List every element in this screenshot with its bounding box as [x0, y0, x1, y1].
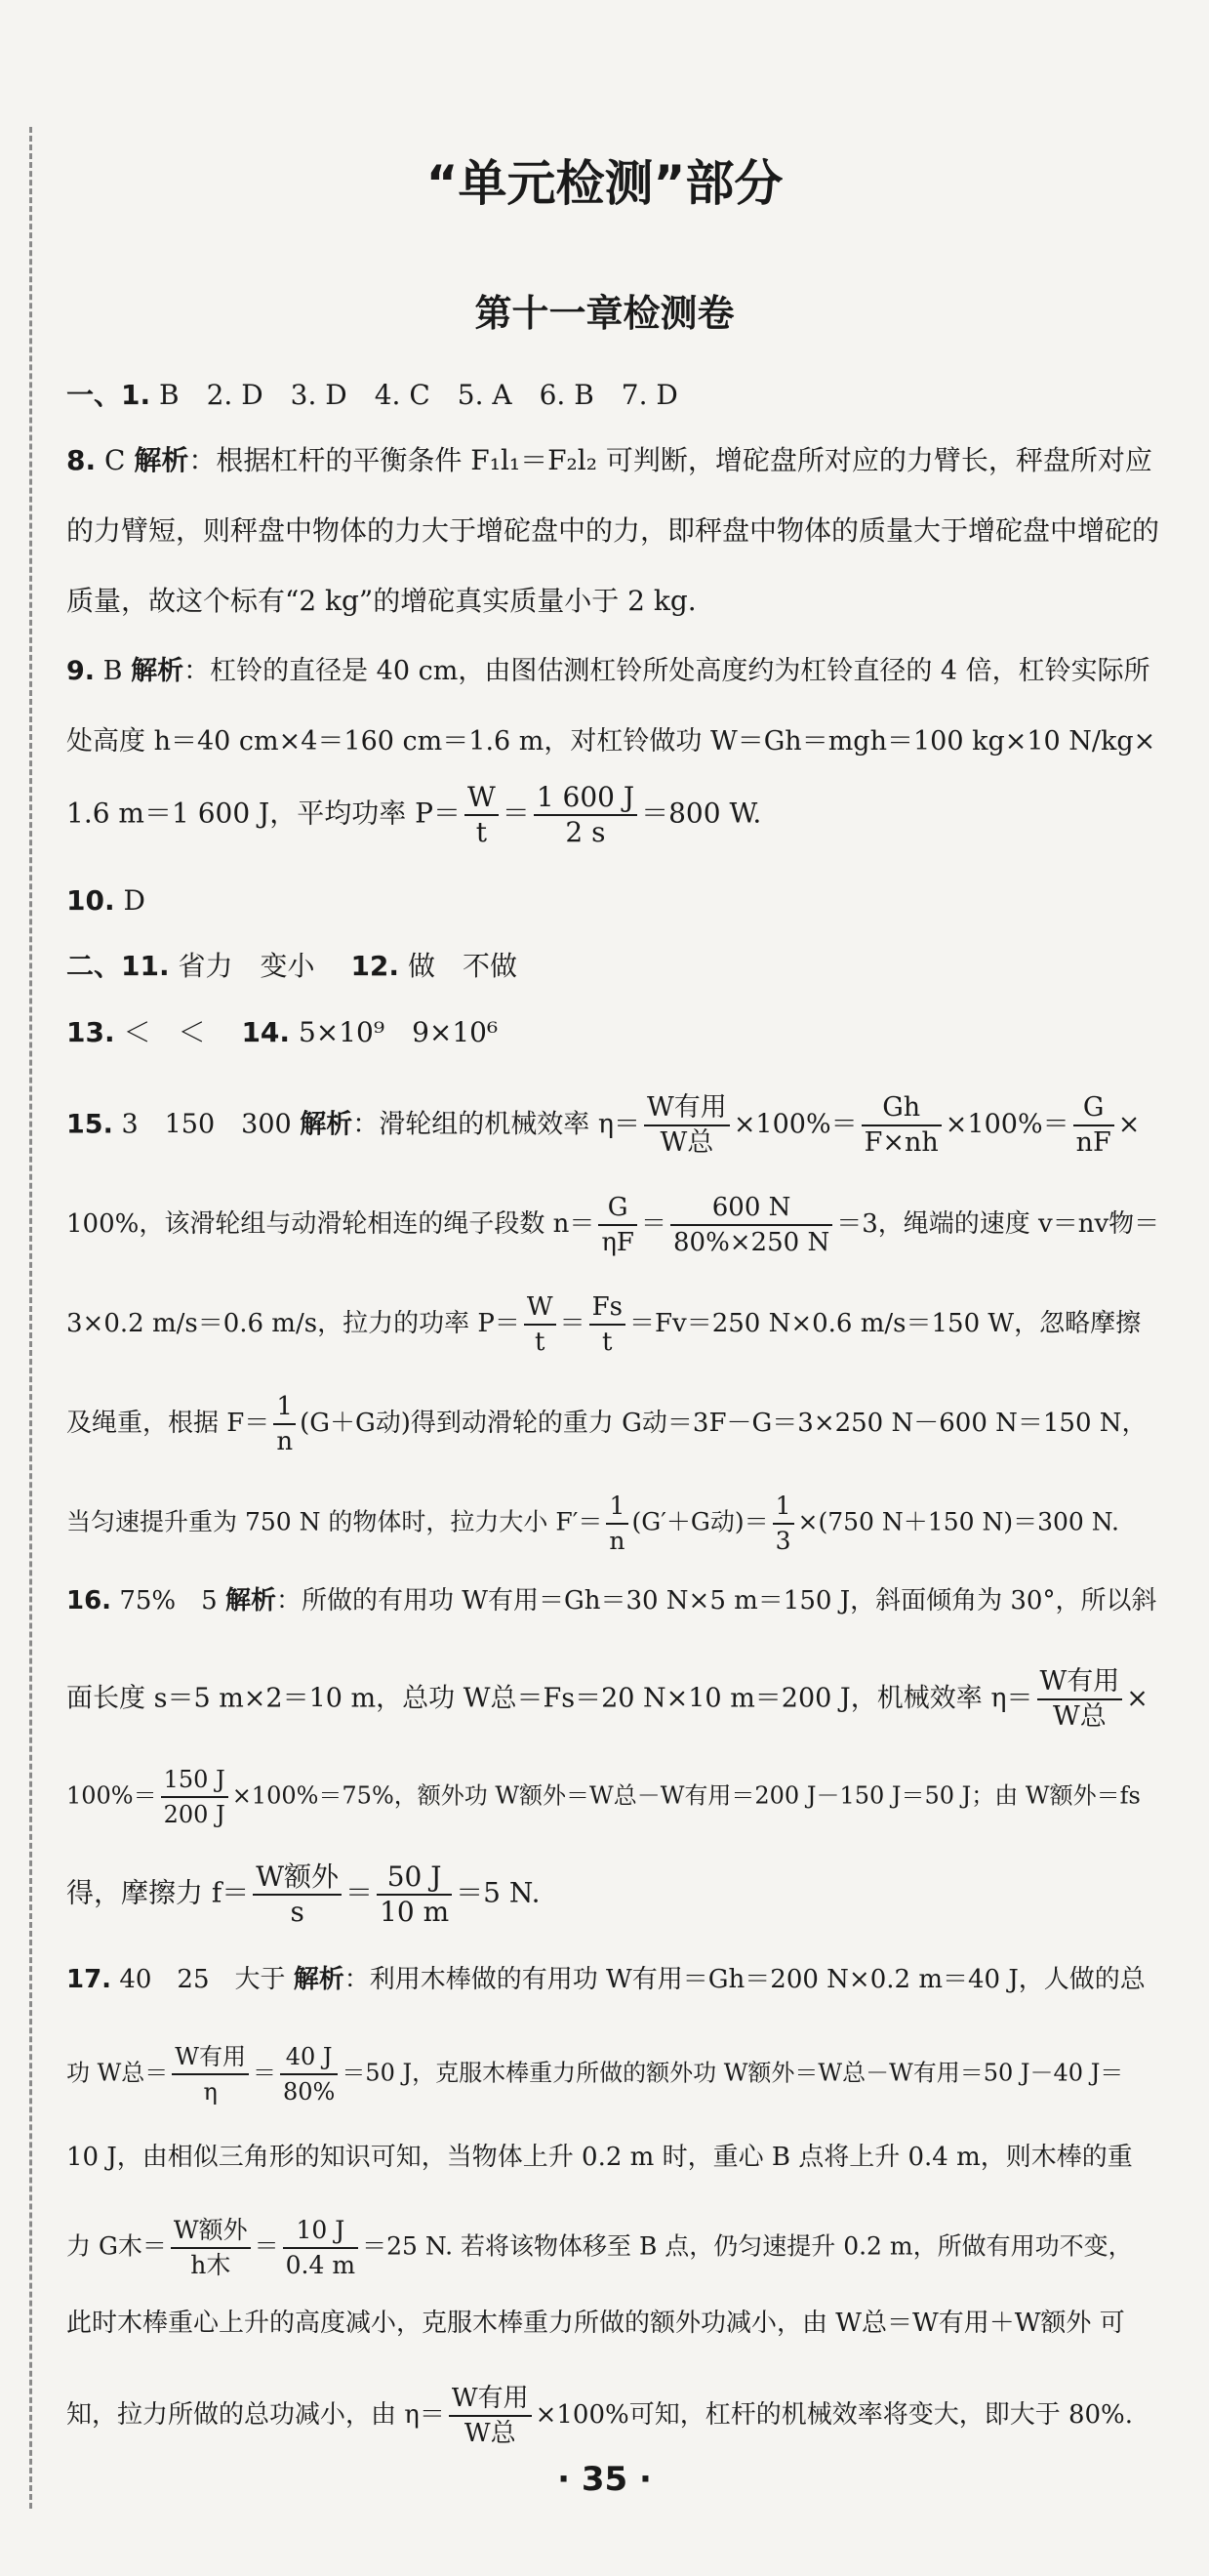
text-segment: 知，拉力所做的总功减小，由 η＝: [66, 2400, 445, 2430]
answer-line-15-5: [66, 1490, 1159, 1558]
text-segment: 力 G木＝: [66, 2231, 167, 2261]
answer-line-17-4: [66, 2214, 1159, 2282]
answer-line-13-14: [66, 1013, 1159, 1052]
answer-choice: C: [104, 444, 126, 476]
denominator: 80%: [282, 2078, 336, 2106]
fraction: [670, 1191, 832, 1259]
numerator: G: [1073, 1091, 1114, 1126]
question-number: 一、1.: [66, 379, 151, 411]
analysis-label: 解析: [300, 1109, 353, 1140]
text-segment: 功 W总＝: [66, 2059, 169, 2087]
fraction: [377, 1860, 452, 1929]
text-segment: ×: [1126, 1683, 1149, 1714]
text-segment: 1.6 m＝1 600 J，平均功率 P＝: [66, 797, 462, 830]
fraction: [524, 1290, 556, 1359]
text-segment: ×100%可知，杠杆的机械效率将变大，即大于 80%.: [535, 2400, 1134, 2430]
numerator: G: [598, 1191, 637, 1226]
answer-line-16-3: [66, 1763, 1159, 1831]
fraction: [449, 2382, 532, 2450]
text-segment: ＝50 J，克服木棒重力所做的额外功 W额外＝W总－W有用＝50 J－40 J＝: [342, 2059, 1124, 2087]
numerator: 50 J: [377, 1860, 452, 1896]
question-number: 13.: [66, 1016, 115, 1048]
text-segment: ＝: [252, 2059, 276, 2087]
answer-line-17-2: [66, 2040, 1159, 2108]
answer-line-17-1: [66, 1960, 1159, 1999]
text-segment: ＝: [502, 797, 530, 830]
answer-text: 做 不做: [407, 950, 517, 982]
section-title: “单元检测”部分: [425, 155, 784, 212]
numerator: 40 J: [280, 2040, 338, 2075]
fraction: [534, 781, 637, 849]
page-number: · 35 ·: [557, 2460, 652, 2499]
denominator: s: [290, 1896, 304, 1928]
answer-line-17-6: [66, 2382, 1159, 2450]
denominator: 200 J: [163, 1801, 225, 1828]
fraction: [280, 2040, 338, 2108]
denominator: F×nh: [864, 1127, 939, 1158]
fraction: [161, 1763, 228, 1831]
denominator: t: [475, 816, 488, 848]
fraction: [1073, 1091, 1114, 1160]
question-number: 16.: [66, 1586, 112, 1615]
text-segment: (G′＋G动)＝: [631, 1507, 769, 1536]
denominator: 0.4 m: [285, 2251, 356, 2279]
question-number: 15.: [66, 1109, 113, 1140]
fraction: [464, 781, 499, 849]
text-segment: ×100%＝: [733, 1109, 858, 1140]
question-number: 8.: [66, 444, 97, 476]
denominator: h木: [190, 2251, 231, 2279]
text-segment: ×: [1117, 1109, 1141, 1140]
answer-line-17-3: 10 J，由相似三角形的知识可知，当物体上升 0.2 m 时，重心 B 点将上升 0.4 m，则木棒的重: [66, 2143, 1133, 2172]
answer-line-16-4: [66, 1860, 1159, 1929]
denominator: W总: [1053, 1701, 1107, 1732]
analysis-text: ：根据杠杆的平衡条件 F₁l₁＝F₂l₂ 可判断，增砣盘所对应的力臂长，秤盘所对应: [188, 444, 1152, 476]
text-segment: ＝: [640, 1209, 666, 1239]
numerator: Fs: [589, 1290, 625, 1326]
answer-line-8-1: [66, 441, 1159, 480]
denominator: nF: [1075, 1127, 1111, 1158]
analysis-label: 解析: [134, 444, 189, 476]
text-segment: ＝: [254, 2231, 279, 2261]
answer-line-15-3: [66, 1290, 1159, 1359]
question-number: 二、11.: [66, 950, 170, 982]
answer-line-16-2: [66, 1665, 1159, 1734]
fraction: [253, 1860, 342, 1929]
chapter-title: 第十一章检测卷: [474, 292, 735, 335]
answer-choice: B: [102, 656, 123, 686]
text-segment: ＝25 N. 若将该物体移至 B 点，仍匀速提升 0.2 m，所做有用功不变，: [362, 2231, 1133, 2261]
text-segment: ×(750 N＋150 N)＝300 N.: [797, 1507, 1119, 1536]
numerator: Gh: [862, 1091, 942, 1126]
answer-line-9-2: 处高度 h＝40 cm×4＝160 cm＝1.6 m，对杠铃做功 W＝Gh＝mgh＝100 kg×10 N/kg×: [66, 726, 1156, 756]
numerator: 1: [273, 1390, 296, 1425]
fraction: [606, 1490, 627, 1558]
numerator: 1 600 J: [534, 781, 637, 816]
answer-text: 省力 变小: [178, 950, 343, 982]
text-segment: 3×0.2 m/s＝0.6 m/s，拉力的功率 P＝: [66, 1309, 520, 1338]
answer-text: ＜ ＜: [123, 1016, 233, 1048]
denominator: n: [276, 1427, 294, 1456]
numerator: W: [524, 1290, 556, 1326]
analysis-label: 解析: [131, 656, 184, 686]
question-number: 17.: [66, 1965, 112, 1994]
answer-line-15-1: [66, 1091, 1159, 1160]
fraction: [283, 2214, 358, 2282]
dashed-margin-line: [29, 127, 32, 2509]
answer-line-10: [66, 881, 1159, 920]
numerator: W有用: [644, 1091, 730, 1126]
answer-line-16-1: [66, 1581, 1159, 1620]
numerator: 150 J: [161, 1763, 228, 1798]
fraction: [1037, 1665, 1123, 1734]
denominator: n: [609, 1527, 625, 1555]
numerator: W有用: [172, 2040, 249, 2075]
numerator: 10 J: [283, 2214, 358, 2249]
text-segment: 100%＝: [66, 1781, 157, 1810]
answer-line-8-3: 质量，故这个标有“2 kg”的增砣真实质量小于 2 kg.: [66, 585, 697, 617]
fraction: [598, 1191, 637, 1259]
answer-line-1-7: [66, 376, 1159, 415]
text-segment: ×100%＝75%，额外功 W额外＝W总－W有用＝200 J－150 J＝50 J；由 W额外＝fs: [231, 1781, 1141, 1810]
answer-line-9-1: [66, 652, 1159, 691]
fraction: [273, 1390, 296, 1458]
answer-text: 40 25 大于: [119, 1965, 286, 1994]
text-segment: 面长度 s＝5 m×2＝10 m，总功 W总＝Fs＝20 N×10 m＝200 J，机械效率 η＝: [66, 1683, 1033, 1714]
text-segment: 及绳重，根据 F＝: [66, 1409, 270, 1438]
text-segment: 100%，该滑轮组与动滑轮相连的绳子段数 n＝: [66, 1209, 595, 1239]
answer-line-17-5: 此时木棒重心上升的高度减小，克服木棒重力所做的额外功减小，由 W总＝W有用＋W额外 可: [66, 2309, 1125, 2338]
denominator: W总: [660, 1127, 714, 1158]
answer-text: B 2. D 3. D 4. C 5. A 6. B 7. D: [159, 379, 678, 411]
text-segment: ：滑轮组的机械效率 η＝: [352, 1109, 641, 1140]
denominator: 10 m: [380, 1896, 450, 1928]
numerator: 1: [773, 1490, 794, 1525]
answer-text: 75% 5: [119, 1586, 218, 1615]
denominator: η: [203, 2078, 218, 2106]
answer-text: 3 150 300: [121, 1109, 292, 1140]
fraction: [644, 1091, 730, 1160]
analysis-label: 解析: [293, 1965, 344, 1994]
answer-choice: D: [123, 884, 145, 917]
fraction: [773, 1490, 794, 1558]
denominator: 2 s: [565, 816, 606, 848]
fraction: [589, 1290, 625, 1359]
question-number: 10.: [66, 884, 115, 917]
denominator: t: [534, 1328, 545, 1357]
fraction: [862, 1091, 942, 1160]
analysis-text: ：利用木棒做的有用功 W有用＝Gh＝200 N×0.2 m＝40 J，人做的总: [343, 1965, 1146, 1994]
answer-line-15-2: [66, 1191, 1159, 1259]
numerator: W有用: [449, 2382, 532, 2417]
fraction: [172, 2040, 249, 2108]
numerator: 600 N: [670, 1191, 832, 1226]
analysis-label: 解析: [224, 1586, 276, 1615]
analysis-text: ：所做的有用功 W有用＝Gh＝30 N×5 m＝150 J，斜面倾角为 30°，所以斜: [275, 1586, 1157, 1615]
text-segment: ＝Fv＝250 N×0.6 m/s＝150 W，忽略摩擦: [628, 1309, 1142, 1338]
analysis-text: ：杠铃的直径是 40 cm，由图估测杠铃所处高度约为杠铃直径的 4 倍，杠铃实际所: [183, 656, 1150, 686]
numerator: W有用: [1037, 1665, 1123, 1700]
answer-text: 5×10⁹ 9×10⁶: [298, 1016, 499, 1048]
numerator: W: [464, 781, 499, 816]
denominator: W总: [463, 2419, 516, 2448]
text-segment: 得，摩擦力 f＝: [66, 1876, 250, 1909]
numerator: W额外: [253, 1860, 342, 1896]
text-segment: ＝3，绳端的速度 v＝nv物＝: [836, 1209, 1160, 1239]
answer-line-11-12: [66, 947, 1159, 986]
text-segment: ＝800 W.: [641, 797, 762, 830]
numerator: 1: [606, 1490, 627, 1525]
denominator: ηF: [601, 1228, 634, 1257]
text-segment: ＝: [345, 1876, 374, 1909]
text-segment: ＝5 N.: [456, 1876, 541, 1909]
fraction: [171, 2214, 251, 2282]
text-segment: 当匀速提升重为 750 N 的物体时，拉力大小 F′＝: [66, 1507, 603, 1536]
denominator: 3: [775, 1527, 791, 1555]
question-number: 12.: [350, 950, 400, 982]
question-number: 14.: [241, 1016, 291, 1048]
numerator: W额外: [171, 2214, 251, 2249]
question-number: 9.: [66, 656, 96, 686]
denominator: t: [602, 1328, 613, 1357]
text-segment: (G＋G动)得到动滑轮的重力 G动＝3F－G＝3×250 N－600 N＝150 N，: [300, 1409, 1148, 1438]
text-segment: ＝: [559, 1309, 585, 1338]
answer-line-9-3: [66, 781, 1159, 849]
denominator: 80%×250 N: [672, 1228, 830, 1257]
answer-line-15-4: [66, 1390, 1159, 1458]
text-segment: ×100%＝: [945, 1109, 1069, 1140]
answer-line-8-2: 的力臂短，则秤盘中物体的力大于增砣盘中的力，即秤盘中物体的质量大于增砣盘中增砣的: [66, 514, 1160, 547]
